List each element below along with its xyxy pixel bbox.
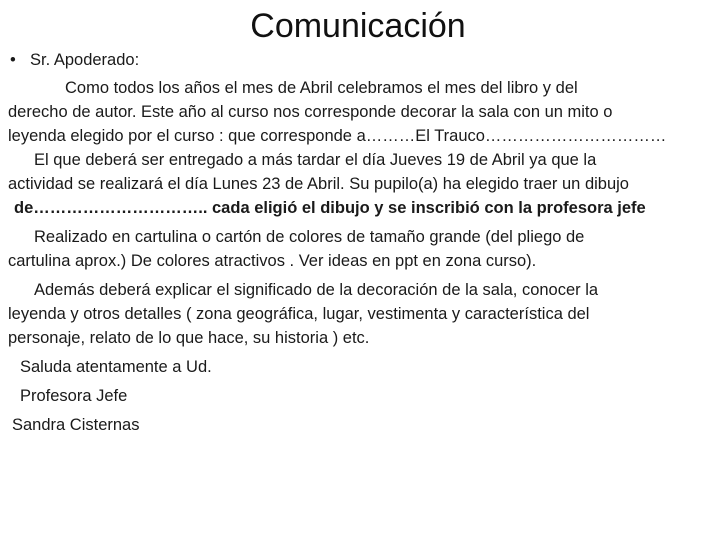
bullet-icon: •	[10, 51, 16, 69]
letter-line: leyenda elegido por el curso : que corresponde a………El Trauco……………………………	[8, 127, 667, 145]
letter-line: actividad se realizará el día Lunes 23 de Abril. Su pupilo(a) ha elegido traer un dibujo	[8, 175, 629, 193]
page-title: Comunicación	[250, 7, 466, 45]
letter-line: personaje, relato de lo que hace, su historia ) etc.	[8, 329, 370, 347]
closing-line: Saluda atentamente a Ud.	[20, 358, 212, 376]
signature-name: Sandra Cisternas	[12, 416, 140, 434]
letter-line: leyenda y otros detalles ( zona geográfica, lugar, vestimenta y característica del	[8, 305, 590, 323]
letter-line: El que deberá ser entregado a más tardar el día Jueves 19 de Abril ya que la	[34, 151, 597, 169]
letter-line: de………………………….. cada eligió el dibujo y se inscribió con la profesora jefe	[14, 199, 646, 217]
signature-title: Profesora Jefe	[20, 387, 128, 405]
letter-body	[8, 76, 712, 437]
salutation-line	[10, 48, 139, 72]
letter-line: Además deberá explicar el significado de la decoración de la sala, conocer la	[34, 281, 599, 299]
salutation-text: Sr. Apoderado:	[30, 51, 140, 69]
letter-line: Como todos los años el mes de Abril celebramos el mes del libro y del	[65, 79, 578, 97]
letter-line: Realizado en cartulina o cartón de colores de tamaño grande (del pliego de	[34, 228, 585, 246]
letter-line: cartulina aprox.) De colores atractivos . Ver ideas en ppt en zona curso).	[8, 252, 537, 270]
letter-line: derecho de autor. Este año al curso nos corresponde decorar la sala con un mito o	[8, 103, 613, 121]
